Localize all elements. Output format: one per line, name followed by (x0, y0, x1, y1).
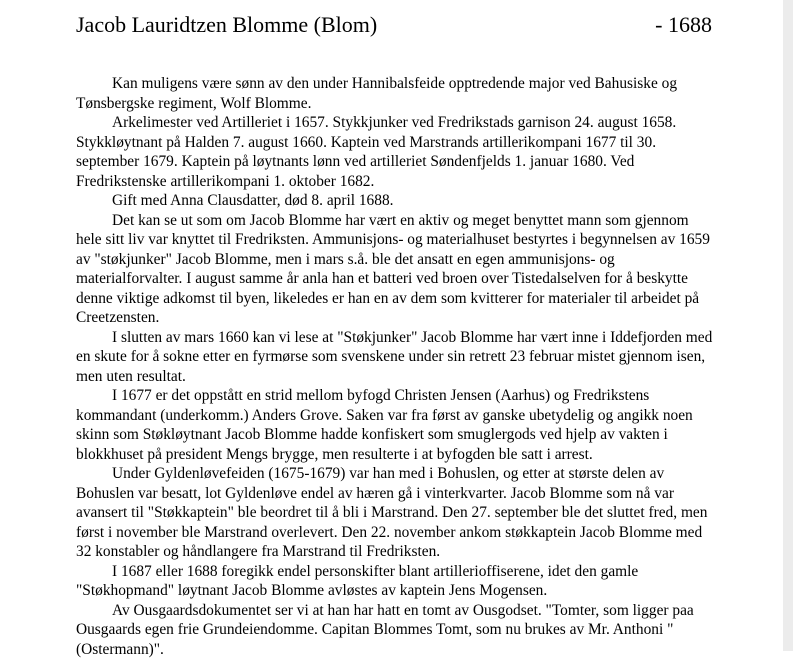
paragraph: Av Ousgaardsdokumentet ser vi at han har hatt en tomt av Ousgodset. "Tomter, som ligger paa Ousgaards egen frie Grundeiendomme. Capitan Blommes Tomt, som nu brukes av Mr. Anthoni "(Ostermann)". (76, 601, 716, 659)
heading (76, 10, 716, 42)
life-dates: - 1688 (655, 10, 712, 40)
document-title: Jacob Lauridtzen Blomme (Blom) (76, 10, 377, 40)
paragraph: I 1677 er det oppstått en strid mellom byfogd Christen Jensen (Aarhus) og Fredrikstens kommandant (underkomm.) Anders Grove. Saken var fra først av ganske ubetydelig og angikk noen skinn som Støkløytnant Jacob Blomme hadde konfiskert som smuglergods ved hjelp av vakten i blokkhuset på president Mengs brygge, men resulterte i at byfogden ble satt i arrest. (76, 386, 716, 464)
paragraph: I 1687 eller 1688 foregikk endel personskifter blant artillerioffiserene, idet den gamle "Støkhopmand" løytnant Jacob Blomme avløstes av kaptein Jens Mogensen. (76, 562, 716, 601)
paragraph: Gift med Anna Clausdatter, død 8. april 1688. (76, 191, 716, 211)
paragraph: Arkelimester ved Artilleriet i 1657. Stykkjunker ved Fredrikstads garnison 24. august 1658. Stykkløytnant på Halden 7. august 1660. Kaptein ved Marstrands artillerikompani 1677 til 30. september 1679. Kaptein på løytnants lønn ved artilleriet Søndenfjelds 1. januar 1680. Ved Fredrikstenske artillerikompani 1. oktober 1682. (76, 113, 716, 191)
paragraph: Det kan se ut som om Jacob Blomme har vært en aktiv og meget benyttet mann som gjennom hele sitt liv var knyttet til Fredriksten. Ammunisjons- og materialhuset bestyrtes i begynnelsen av 1659 av "støkjunker" Jacob Blomme, men i mars s.å. ble det ansatt en egen ammunisjons- og materialforvalter. I august samme år anla han et batteri ved broen over Tistedalselven for å beskytte denne viktige adkomst til byen, likeledes er han en av dem som kvitterer for materialer til arbeidet på Creetzensten. (76, 211, 716, 328)
paragraph: Kan muligens være sønn av den under Hannibalsfeide opptredende major ved Bahusiske og Tønsbergske regiment, Wolf Blomme. (76, 74, 716, 113)
page-edge (783, 0, 793, 651)
paragraph: I slutten av mars 1660 kan vi lese at "Støkjunker" Jacob Blomme har vært inne i Iddefjorden med en skute for å sokne etter en fyrmørse som svenskene under sin retrett 23 februar mistet gjennom isen, men uten resultat. (76, 328, 716, 387)
paragraph: Under Gyldenløvefeiden (1675-1679) var han med i Bohuslen, og etter at største delen av Bohuslen var besatt, lot Gyldenløve endel av hæren gå i vinterkvarter. Jacob Blomme som nå var avansert til "Støkkaptein" ble beordret til å bli i Marstrand. Den 27. september ble det sluttet fred, men først i november ble Marstrand overlevert. Den 22. november ankom støkkaptein Jacob Blomme med 32 konstabler og håndlangere fra Marstrand til Fredriksten. (76, 464, 716, 562)
body-text (76, 74, 716, 659)
